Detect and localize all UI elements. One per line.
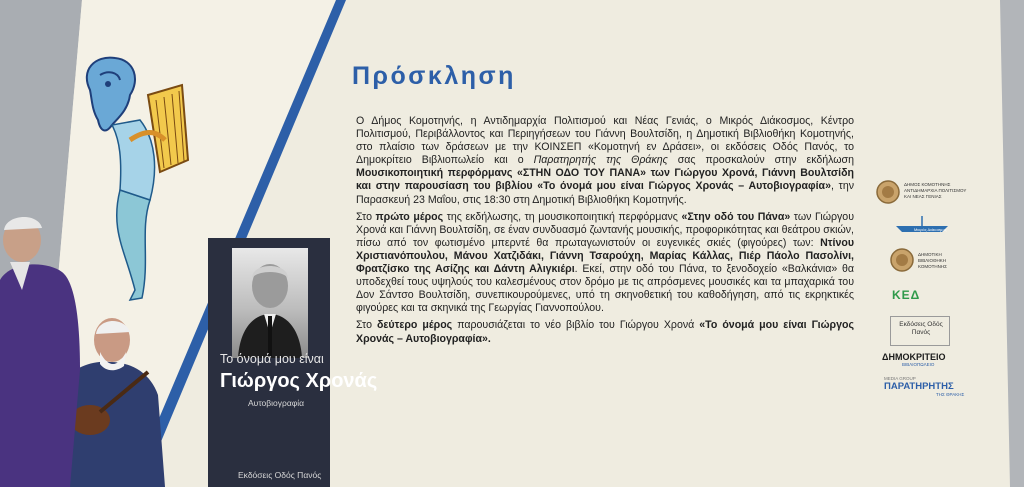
book-subtitle: Αυτοβιογραφία <box>248 398 305 408</box>
dimokriteio-sub: ΒΙΒΛΙΟΠΩΛΕΙΟ <box>902 362 935 367</box>
book-title-line1: Το όνομά μου είναι <box>220 352 324 366</box>
ked-text: ΚΕΔ <box>892 288 921 302</box>
performance-title: «Στην οδό του Πάνα» <box>681 210 791 223</box>
dimos-komotinis-logo <box>876 180 972 208</box>
dimos-text: ΔΗΜΟΣ ΚΟΜΟΤΗΝΗΣ ΑΝΤΙΔΗΜΑΡΧΙΑ ΠΟΛΙΤΙΣΜΟΥ ΚΑΙ ΝΕΑΣ ΓΕΝΙΑΣ <box>904 182 967 199</box>
dimokriteio-text: ΔΗΜΟΚΡΙΤΕΙΟ <box>882 352 946 362</box>
text-span: της εκδήλωσης, τη μουσικοποιητική περφόρμανς <box>443 210 682 223</box>
invitation-body <box>356 115 854 350</box>
paratiritis-text: ΠΑΡΑΤΗΡΗΤΗΣ <box>884 381 954 392</box>
event-datetime: , την Παρασκευή 23 Μαΐου, στις 18:30 στη Δημοτική Βιβλιοθήκη Κομοτηνής. <box>356 180 855 206</box>
vivliothiki-text: ΔΗΜΟΤΙΚΗ ΒΙΒΛΙΟΘΗΚΗ ΚΟΜΟΤΗΝΗΣ <box>918 252 947 269</box>
first-part-label: πρώτο μέρος <box>375 210 444 223</box>
second-part-label: δεύτερο μέρος <box>376 319 453 332</box>
event-title: Μουσικοποιητική περφόρμανς «ΣΤΗΝ ΟΔΟ ΤΟΥ ΠΑΝΑ» των Γιώργου Χρονά, Γιάννη Βουλτσίδη και στην παρουσίαση του βιβλίου «Το όνομά μου είναι Γιώργος Χρονάς – Αυτοβιογραφία» <box>356 167 854 193</box>
ked-logo <box>892 288 952 304</box>
odos-panos-logo <box>890 316 950 346</box>
seal-icon <box>890 248 914 272</box>
text-span: παρουσιάζεται το νέο βιβλίο του Γιώργου Χρονά <box>452 319 700 332</box>
paratiritis-sub: ΤΗΣ ΘΡΑΚΗΣ <box>936 392 965 397</box>
text-span: των Γιώργου Χρονά και Γιάννη Βουλτσίδη, σε έναν συνδυασμό ζωντανής μουσικής, προφορικότητας και θεάτρου σκιών, πίσω από τον φωτισμένο μπερντέ θα πρωταγωνιστούν οι ευγενικές σκιές (φιγούρες) των: <box>356 210 854 249</box>
book-title-author: Γιώργος Χρονάς <box>220 370 378 392</box>
text-span: . Εκεί, στην οδό του Πάνα, το ξενοδοχείο «Βαλκάνια» θα υποδεχθεί τους υψηλούς του καλεσμένους στον δρόμο με τις απρόσμενες μουσικές και τα μπαχαρικά του Δον Σάντσο Βουλτσίδη, συνεπικουρούμενες, υπό τη σκηνοθετική του καθοδήγηση, από τις εκρηκτικές φιγούρες και τα σκηνικά της Γεωργίας Γιαννοπούλου. <box>356 263 854 315</box>
seal-icon <box>876 180 900 204</box>
sponsor-logos <box>872 172 972 412</box>
page-title: Πρόσκληση <box>352 62 516 90</box>
vivliothiki-logo <box>890 248 970 276</box>
figures-list: Ντίνου Χριστιανόπουλου, Μάνου Χατζιδάκι, Γιάννη Τσαρούχη, Μαρίας Κάλλας, Πιέρ Πάολο Πασολίνι, Φρατζίσκο της Ασίζης και Δάντη Αλιγκιέρι <box>356 236 854 276</box>
dimokriteio-logo <box>882 352 972 370</box>
mikros-diakosmos-logo <box>892 214 952 234</box>
text-span: Ο Δήμος Κομοτηνής, η Αντιδημαρχία Πολιτισμού και Νέας Γενιάς, ο Μικρός Διάκοσμος, Κέντρο Πολιτισμού, Περιβάλλοντος και Περιηγήσεων του Γιάννη Βουλτσίδη, η Δημοτική Βιβλιοθήκη Κομοτηνής, στο πλαίσιο των δράσεων με την ΚΟΙΝΣΕΠ «Κομοτηνή εν Δράσει», οι εκδόσεις Οδός Πανός, το Δημοκρίτειο Βιβλιοπωλείο και ο <box>356 115 854 167</box>
author-portrait <box>232 248 308 358</box>
text-span: Στο <box>356 210 376 223</box>
book-title-bold: «Το όνομά μου είναι Γιώργος Χρονάς – Αυτοβιογραφία». <box>356 319 854 345</box>
paragraph-intro <box>356 115 854 207</box>
text-span: σας προσκαλούν στην εκδήλωση <box>667 154 854 167</box>
text-span: Στο <box>356 319 377 332</box>
paragraph-first-part <box>356 211 854 316</box>
media-text: MEDIA GROUP <box>884 376 916 381</box>
book-publisher: Εκδόσεις Οδός Πανός <box>238 470 322 480</box>
paragraph-second-part <box>356 319 854 345</box>
newspaper-name: Παρατηρητής της Θράκης <box>533 154 668 167</box>
ekdoseis-text: Εκδόσεις Οδός Πανός <box>899 321 943 336</box>
paratiritis-logo <box>884 376 974 406</box>
mikros-text: Μικρός Διάκοσμος <box>914 227 947 232</box>
